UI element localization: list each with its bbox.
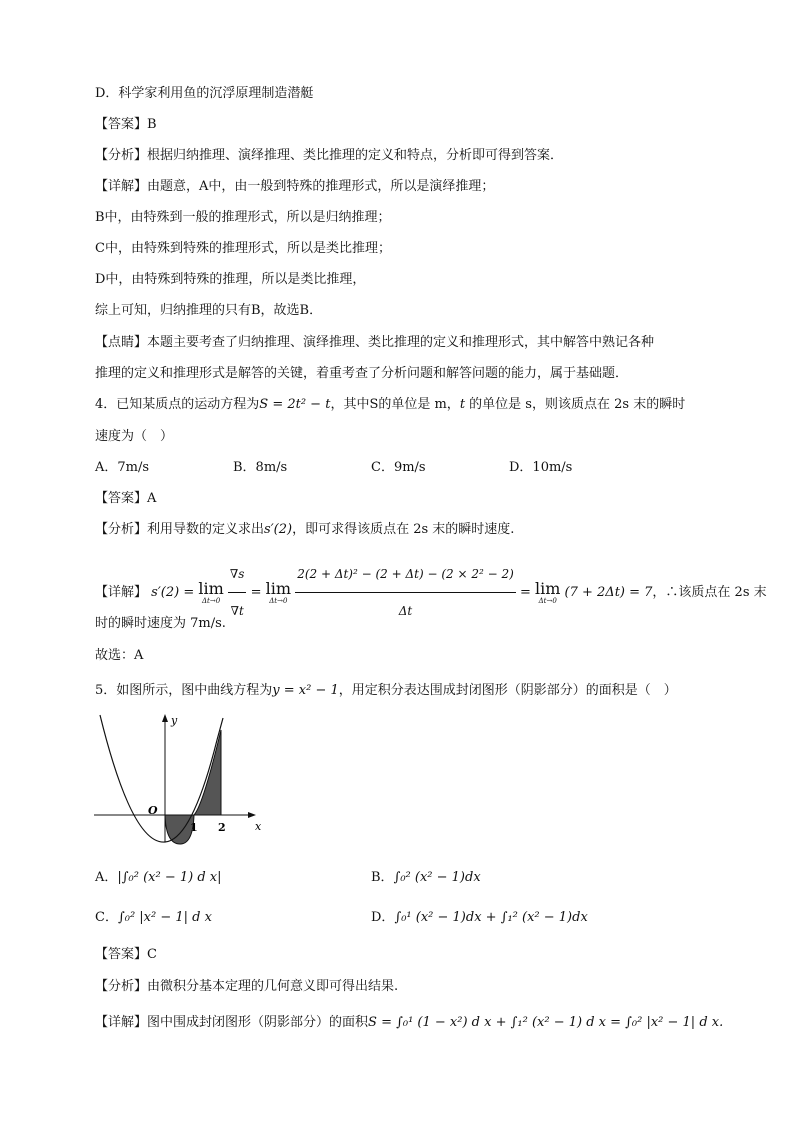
q3-detail-2: B中，由特殊到一般的推理形式，所以是归纳推理； xyxy=(95,210,391,225)
limit-3 xyxy=(534,578,561,605)
frac-den: ∇t xyxy=(230,604,244,618)
q3-comment-2: 推理的定义和推理形式是解答的关键，着重考查了分析问题和解答问题的能力，属于基础题． xyxy=(95,366,629,381)
q5-detail xyxy=(95,1013,723,1033)
lim-word: lim xyxy=(265,578,292,598)
option-label: B． xyxy=(371,870,394,885)
graph-label-2: 2 xyxy=(218,821,226,834)
q5-option-b xyxy=(371,868,481,888)
analysis-text-a: 利用导数的定义求出 xyxy=(147,522,265,537)
q5-stem xyxy=(95,681,677,701)
option-expr: ∫₀² |x² − 1| d x xyxy=(117,910,212,925)
q5-curve-equation: y = x² − 1 xyxy=(272,683,339,698)
detail-tag: 【详解】 xyxy=(95,1015,148,1030)
q4-option-b: B．8m/s xyxy=(233,460,288,475)
option-label: D． xyxy=(371,910,395,925)
q3-detail-3: C中，由特殊到特殊的推理形式，所以是类比推理； xyxy=(95,241,391,256)
detail-area-formula: S = ∫₀¹ (1 − x²) d x + ∫₁² (x² − 1) d x = ∫₀² |x² − 1| d x. xyxy=(368,1015,724,1030)
frac-num: ∇s xyxy=(228,556,247,593)
answer-tag: 【答案】 xyxy=(95,491,148,506)
limit-2 xyxy=(265,578,292,605)
q4-detail-2: 时的瞬时速度为 7m/s. xyxy=(95,616,226,631)
analysis-derivative: s′(2) xyxy=(264,522,293,537)
q5-stem-b: ，用定积分表达围成封闭图形（阴影部分）的面积是（ ） xyxy=(338,683,677,698)
detail-tag: 【详解】 xyxy=(95,585,148,600)
option-expr: |∫₀² (x² − 1) d x| xyxy=(117,870,222,885)
answer-value: A xyxy=(147,491,157,506)
graph-label-origin: O xyxy=(148,804,158,817)
lim-word: lim xyxy=(534,578,561,598)
comment-text: 本题主要考查了归纳推理、演绎推理、类比推理的定义和推理形式，其中解答中熟记各种 xyxy=(147,335,655,350)
q3-comment-1 xyxy=(95,333,654,353)
q4-analysis xyxy=(95,520,514,540)
answer-tag: 【答案】 xyxy=(95,947,148,962)
comment-tag: 【点睛】 xyxy=(95,335,148,350)
graph-label-x: x xyxy=(255,820,262,833)
q3-answer xyxy=(95,115,157,135)
q4-option-d: D．10m/s xyxy=(509,460,573,475)
q4-answer xyxy=(95,489,156,509)
option-expr: ∫₀² (x² − 1)dx xyxy=(393,870,481,885)
derivative-lhs: s′(2) = xyxy=(151,585,195,600)
q3-detail-1 xyxy=(95,177,494,197)
q4-stem-1 xyxy=(95,395,685,415)
detail-end: ，∴该质点在 2s 末 xyxy=(652,585,767,600)
analysis-text: 根据归纳推理、演绎推理、类比推理的定义和特点，分析即可得到答案． xyxy=(147,148,564,163)
q5-answer xyxy=(95,945,157,965)
frac-den: Δt xyxy=(398,604,413,618)
parabola-curve xyxy=(100,715,223,842)
option-label: A． xyxy=(95,870,118,885)
answer-value: B xyxy=(147,117,157,132)
graph-label-1: 1 xyxy=(190,821,198,834)
q4-stem-2: 速度为（ ） xyxy=(95,429,174,444)
fraction-ratio xyxy=(228,556,247,629)
q5-option-d xyxy=(371,908,588,928)
frac-num: 2(2 + Δt)² − (2 + Δt) − (2 × 2² − 2) xyxy=(295,556,516,593)
q5-option-c xyxy=(95,908,212,928)
q4-detail-formula: 【详解】 s′(2) = lim Δt→0 $\frac{\nabla s}{\nabla t}$ = lim Δt→0 $\frac{\text{2(2 + Δt)² − (2 + Δt) − (2 × 2² − 2)}}{\Delta t}$ = lim Δt→0 (7 + 2Δt) = 7，∴该质点在 2s 末 xyxy=(95,556,767,629)
answer-tag: 【答案】 xyxy=(95,117,148,132)
q3-analysis xyxy=(95,146,563,166)
limit-1 xyxy=(198,578,224,605)
fraction-difference xyxy=(295,556,516,629)
analysis-tag: 【分析】 xyxy=(95,979,148,994)
analysis-tag: 【分析】 xyxy=(95,522,148,537)
q4-stem-c: 的单位是 s，则该质点在 2s 末的瞬时 xyxy=(465,397,686,412)
analysis-text: 由微积分基本定理的几何意义即可得出结果. xyxy=(147,979,399,994)
q5-analysis xyxy=(95,977,398,997)
lim-sub: Δt→0 xyxy=(201,596,221,605)
q3-option-d: D．科学家利用鱼的沉浮原理制造潜艇 xyxy=(95,86,314,101)
detail-text: 由题意，A中，由一般到特殊的推理形式，所以是演绎推理； xyxy=(147,179,495,194)
q3-detail-5: 综上可知，归纳推理的只有B，故选B． xyxy=(95,303,323,318)
lim-sub: Δt→0 xyxy=(538,596,557,605)
q4-conclusion: 故选：A xyxy=(95,648,144,663)
option-expr: ∫₀¹ (x² − 1)dx + ∫₁² (x² − 1)dx xyxy=(394,910,588,925)
q4-motion-equation: S = 2t² − t xyxy=(259,397,331,412)
q4-stem-a: 4．已知某质点的运动方程为 xyxy=(95,397,260,412)
q4-option-c: C．9m/s xyxy=(371,460,426,475)
analysis-text-b: ，即可求得该质点在 2s 末的瞬时速度. xyxy=(292,522,515,537)
analysis-tag: 【分析】 xyxy=(95,148,148,163)
detail-text: 图中围成封闭图形（阴影部分）的面积 xyxy=(147,1015,369,1030)
q3-detail-4: D中，由特殊到特殊的推理，所以是类比推理， xyxy=(95,272,366,287)
q5-option-a xyxy=(95,868,222,888)
q4-stem-t: t xyxy=(459,397,466,412)
q5-stem-a: 5．如图所示，图中曲线方程为 xyxy=(95,683,273,698)
lim-word: lim xyxy=(198,578,224,598)
q4-stem-b: ，其中S的单位是 m， xyxy=(330,397,460,412)
q4-option-a: A．7m/s xyxy=(95,460,150,475)
detail-tag: 【详解】 xyxy=(95,179,148,194)
lim-sub: Δt→0 xyxy=(269,596,288,605)
q5-graph xyxy=(92,710,272,845)
graph-label-y: y xyxy=(171,714,178,727)
answer-value: C xyxy=(147,947,157,962)
limit-result: (7 + 2Δt) = 7 xyxy=(564,585,653,600)
option-label: C． xyxy=(95,910,118,925)
